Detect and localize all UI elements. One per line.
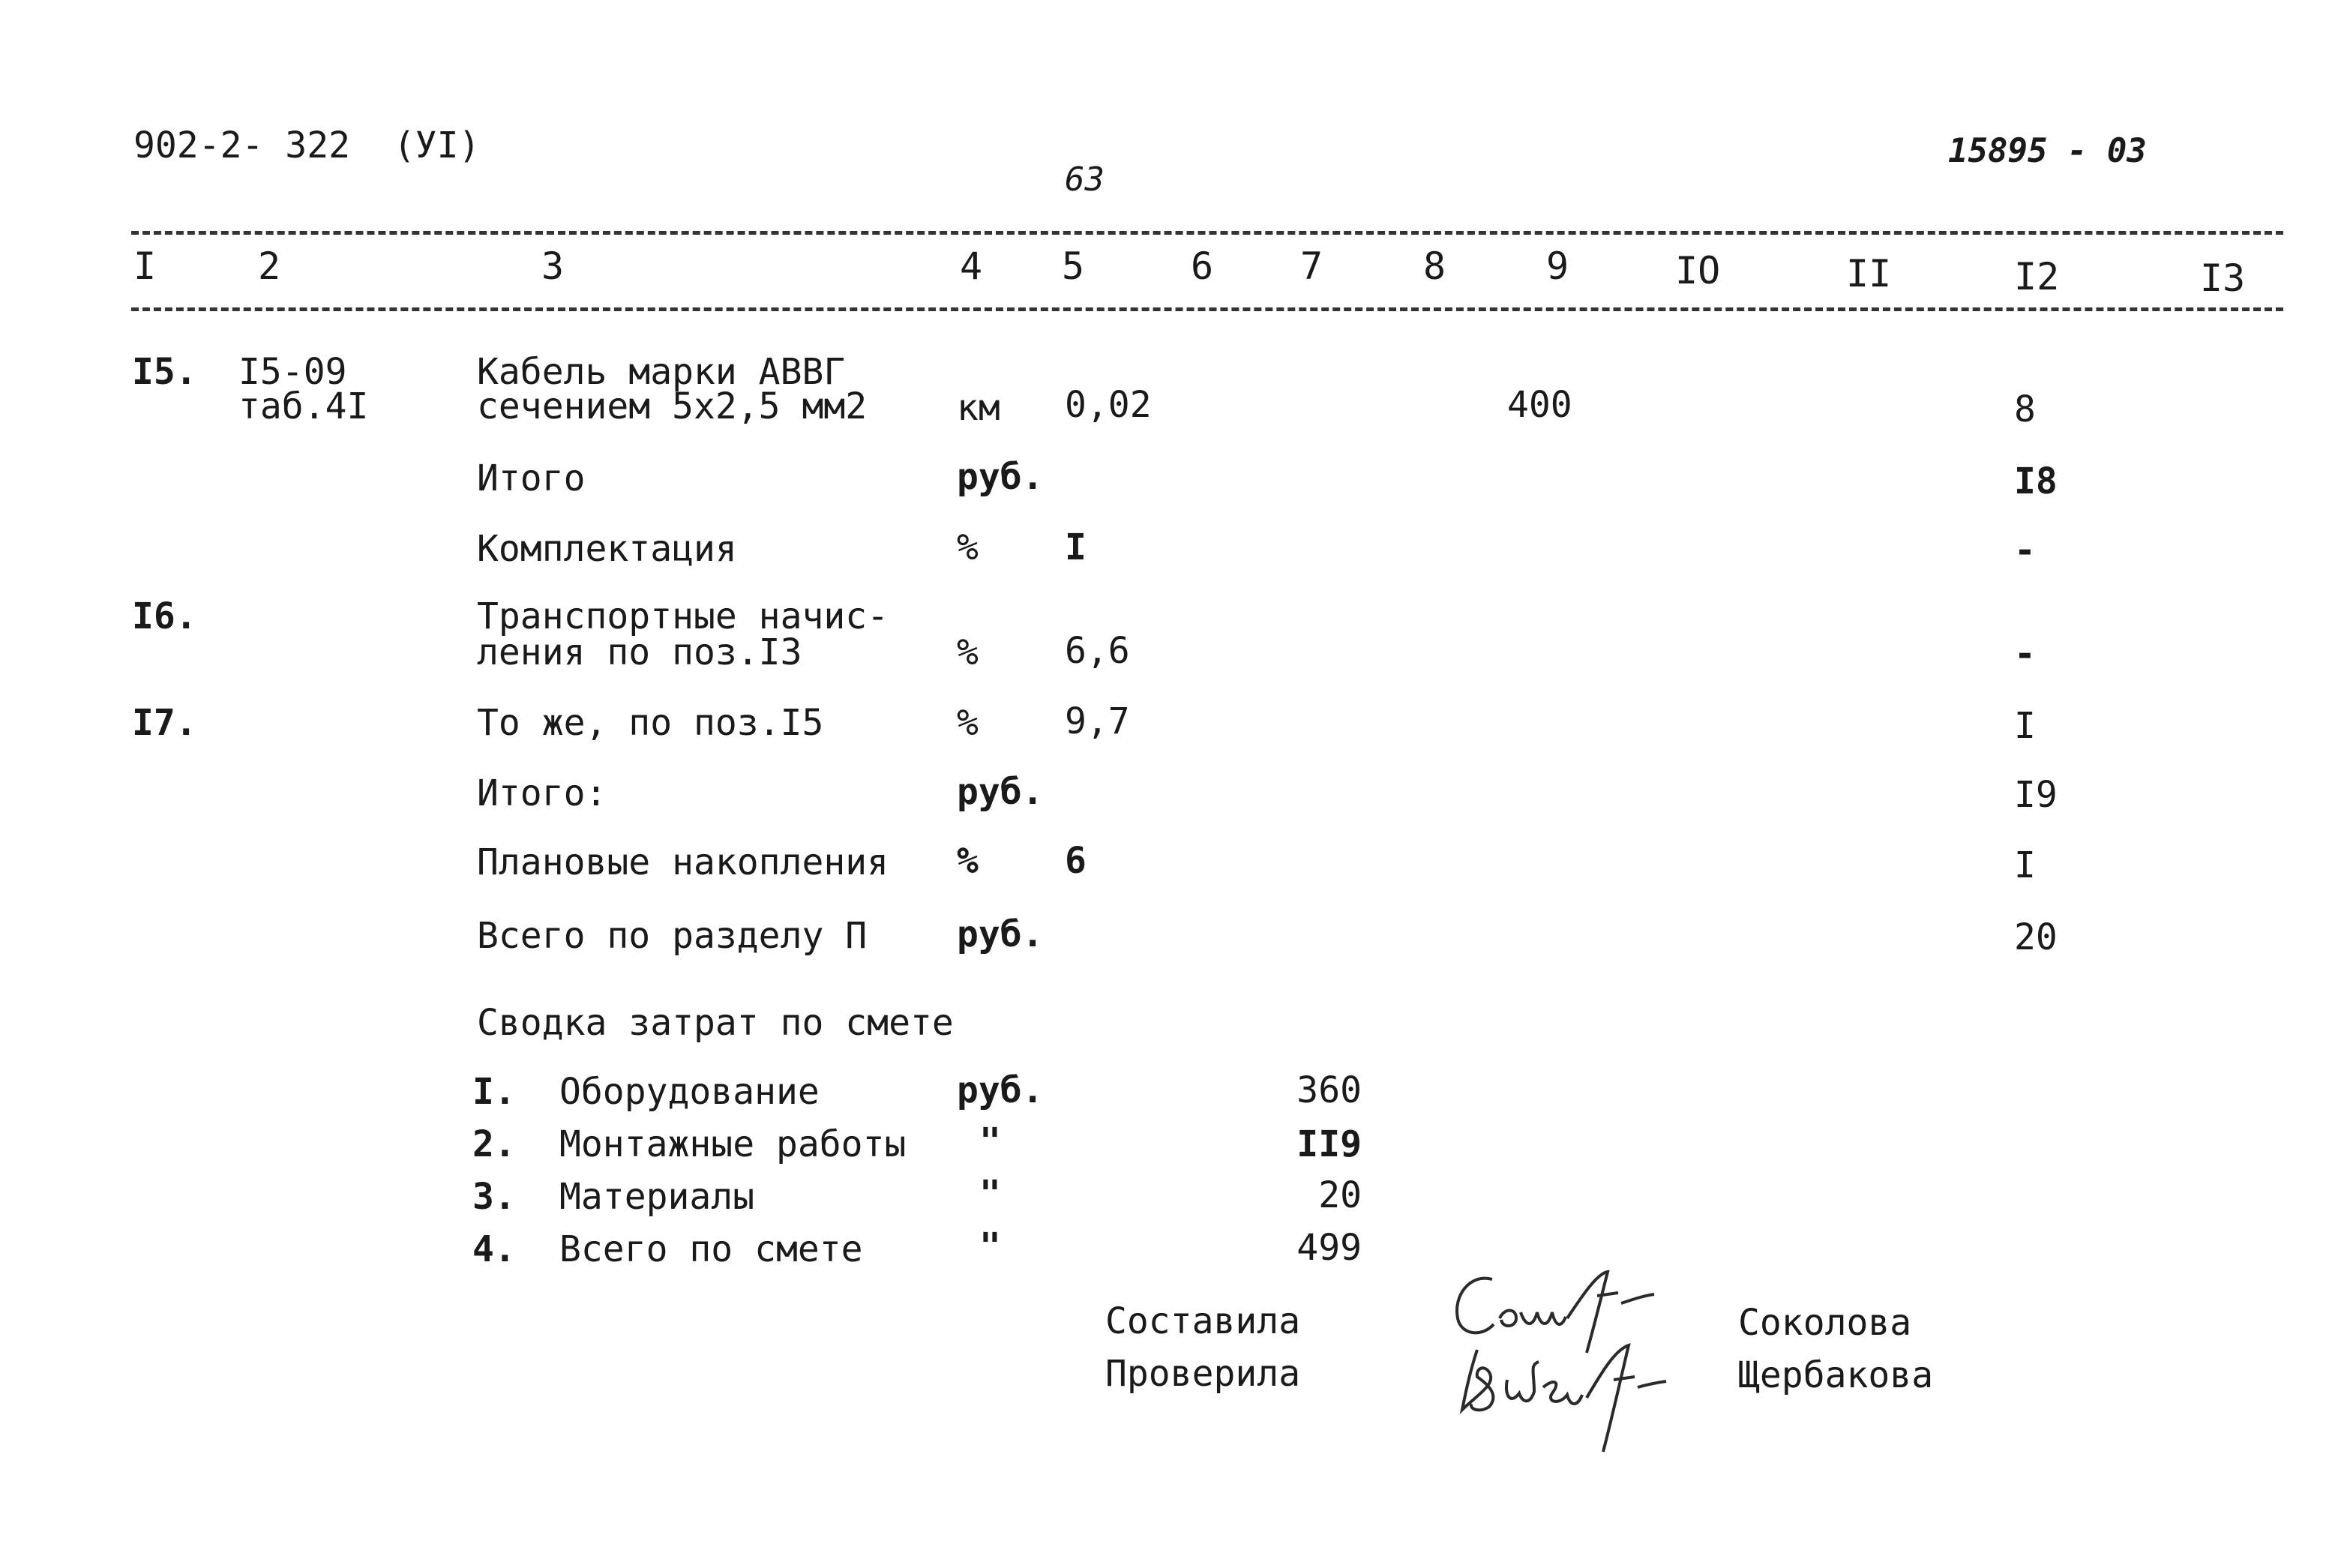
quantity: 9,7: [1065, 700, 1130, 742]
item-name: Плановые накопления: [477, 841, 889, 883]
item-name: Комплектация: [477, 528, 737, 570]
summary-item-name: Всего по смете: [559, 1228, 863, 1270]
summary-item-name: Монтажные работы: [559, 1123, 907, 1165]
document-code: 902-2- 322 (УI): [133, 124, 481, 166]
total: 8: [2014, 388, 2036, 430]
item-name-cont: сечением 5х2,5 мм2: [477, 385, 868, 427]
item-name-cont: ления по поз.I3: [477, 631, 802, 673]
item-name: Кабель марки АВВГ: [477, 351, 846, 393]
archive-number: 15895 - 03: [1948, 132, 2147, 170]
row-number: I6.: [132, 595, 197, 637]
total: -: [2014, 633, 2036, 675]
column-number: 2: [258, 244, 281, 288]
total: -: [2014, 529, 2036, 571]
item-name: Итого:: [477, 772, 607, 814]
summary-item-unit: руб.: [957, 1069, 1044, 1111]
column-number: 9: [1546, 244, 1569, 288]
unit: руб.: [957, 456, 1044, 498]
unit: %: [957, 840, 979, 882]
total: 20: [2014, 916, 2058, 958]
summary-item-name: Оборудование: [559, 1071, 820, 1113]
total: I: [2014, 844, 2036, 886]
summary-item-unit: ": [979, 1225, 1001, 1267]
total: I: [2014, 705, 2036, 747]
summary-item-value: 499: [1296, 1227, 1362, 1269]
header-rule-bottom: [131, 307, 2283, 311]
summary-item-unit: ": [979, 1120, 1001, 1162]
summary-item-number: I.: [472, 1071, 516, 1113]
signature-checked-handwritten: [1455, 1335, 1702, 1455]
total: I8: [2014, 460, 2058, 502]
compiled-by-name: Соколова: [1738, 1302, 1912, 1344]
unit-price: 400: [1507, 384, 1572, 426]
page-number: 63: [1065, 160, 1105, 199]
unit: %: [957, 631, 979, 673]
column-number: IO: [1675, 249, 1721, 292]
column-number: I3: [2200, 256, 2246, 300]
quantity: 6,6: [1065, 630, 1130, 672]
column-number: 3: [541, 244, 565, 288]
column-number: 8: [1423, 244, 1446, 288]
item-name: Итого: [477, 457, 586, 499]
column-number: 4: [960, 244, 983, 288]
column-number: 7: [1300, 244, 1323, 288]
total: I9: [2014, 774, 2058, 816]
price-table-ref: таб.4I: [238, 385, 369, 427]
unit: руб.: [957, 771, 1044, 813]
column-number: II: [1846, 252, 1892, 295]
quantity: 0,02: [1065, 384, 1152, 426]
compiled-by-label: Составила: [1105, 1300, 1301, 1342]
summary-item-value: 360: [1296, 1069, 1362, 1111]
summary-title: Сводка затрат по смете: [477, 1002, 954, 1044]
unit: руб.: [957, 913, 1044, 955]
unit: км: [957, 387, 1000, 429]
summary-item-value: II9: [1296, 1123, 1362, 1165]
item-name: Транспортные начис-: [477, 595, 889, 637]
quantity: 6: [1065, 840, 1087, 882]
summary-item-unit: ": [979, 1173, 1001, 1215]
price-code: I5-09: [238, 351, 347, 393]
checked-by-label: Проверила: [1105, 1353, 1301, 1395]
column-number: 5: [1062, 244, 1085, 288]
row-number: I7.: [132, 702, 197, 744]
unit: %: [957, 526, 979, 568]
column-number: I2: [2014, 255, 2060, 298]
header-rule-top: [131, 231, 2283, 235]
checked-by-name: Щербакова: [1738, 1354, 1934, 1396]
item-name: Всего по разделу П: [477, 915, 868, 957]
quantity: I: [1065, 526, 1087, 568]
summary-item-number: 2.: [472, 1123, 516, 1165]
row-number: I5.: [132, 351, 197, 393]
unit: %: [957, 702, 979, 744]
column-number: 6: [1191, 244, 1214, 288]
column-number: I: [133, 244, 157, 288]
summary-item-name: Материалы: [559, 1176, 755, 1218]
summary-item-number: 3.: [472, 1176, 516, 1218]
item-name: То же, по поз.I5: [477, 702, 824, 744]
summary-item-value: 20: [1318, 1174, 1362, 1216]
summary-item-number: 4.: [472, 1228, 516, 1270]
